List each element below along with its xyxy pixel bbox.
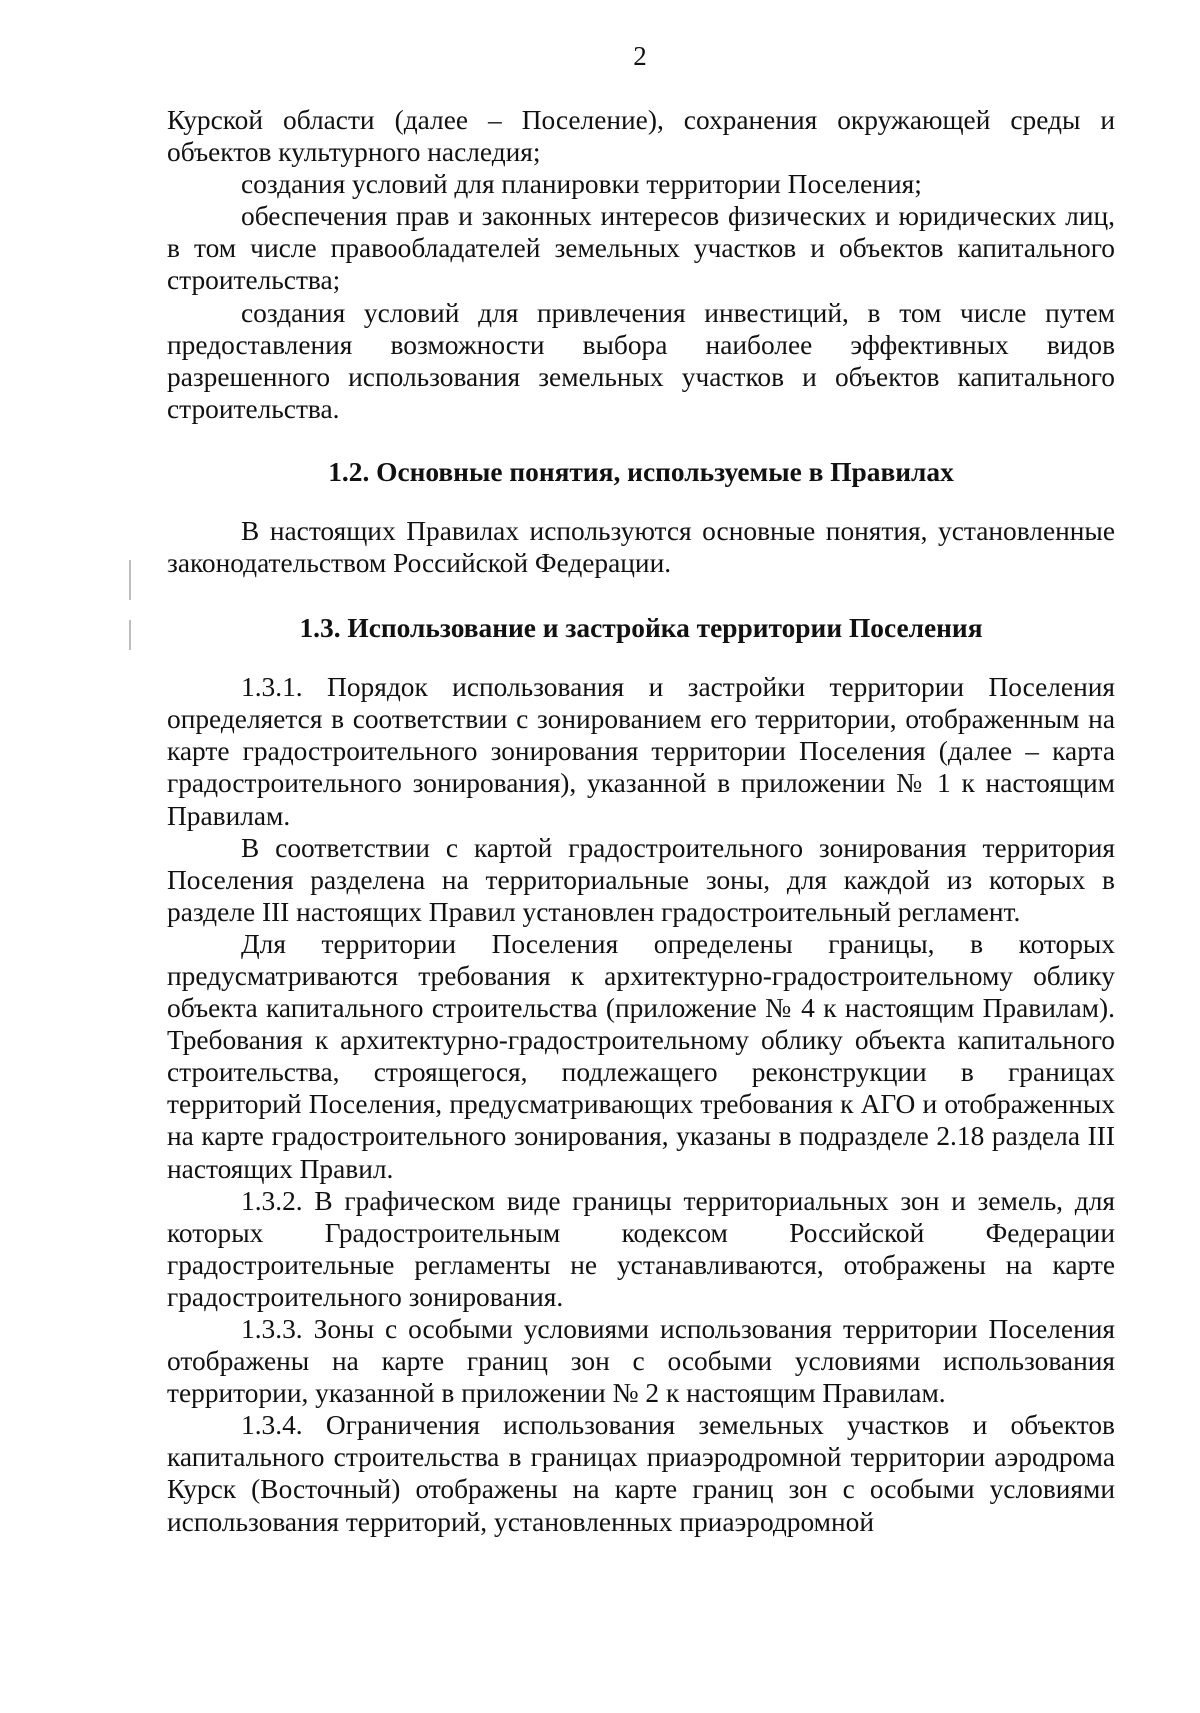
intro-paragraph-4: создания условий для привлечения инвестиций, в том числе путем предоставления возможности выбора наиболее эффективных видов разрешенного использования земельных участков и объектов капитального строительства. (167, 297, 1115, 424)
section-1-3-paragraph-4: 1.3.2. В графическом виде границы территориальных зон и земель, для которых Градостроительным кодексом Российской Федерации градостроительные регламенты не устанавливаются, отображены на карте градостроительного зонирования. (167, 1185, 1115, 1312)
section-1-3-paragraph-2: В соответствии с картой градостроительного зонирования территория Поселения разделена на территориальные зоны, для каждой из которых в разделе III настоящих Правил установлен градостроительный регламент. (167, 832, 1115, 927)
section-1-3-heading: 1.3. Использование и застройка территории Поселения (299, 613, 983, 644)
scan-margin-mark-lower (129, 620, 131, 650)
scan-margin-mark-upper (129, 560, 131, 600)
intro-paragraph-2: создания условий для планировки территории Поселения; (241, 169, 922, 200)
document-body (167, 104, 1115, 1538)
section-1-3-paragraph-6: 1.3.4. Ограничения использования земельных участков и объектов капитального строительства в границах приаэродромной территории аэродрома Курск (Восточный) отображены на карте границ зон с особыми условиями использования территорий, установленных приаэродромной (167, 1410, 1115, 1537)
intro-paragraph-3: обеспечения прав и законных интересов физических и юридических лиц, в том числе правообладателей земельных участков и объектов капитального строительства; (167, 201, 1115, 296)
intro-paragraph-1: Курской области (далее – Поселение), сохранения окружающей среды и объектов культурного наследия; (167, 105, 1115, 168)
section-1-2-paragraph: В настоящих Правилах используются основные понятия, установленные законодательством Российской Федерации. (167, 515, 1115, 579)
section-1-3-paragraph-1: 1.3.1. Порядок использования и застройки территории Поселения определяется в соответствии с зонированием его территории, отображенным на карте градостроительного зонирования территории Поселения (далее – карта градостроительного зонирования), указанной в приложении № 1 к настоящим Правилам. (167, 672, 1115, 831)
page-number: 2 (633, 41, 647, 71)
section-1-2-heading: 1.2. Основные понятия, используемые в Правилах (328, 456, 954, 487)
section-1-3-paragraph-3: Для территории Поселения определены границы, в которых предусматриваются требования к архитектурно-градостроительному облику объекта капитального строительства (приложение № 4 к настоящим Правилам). Требования к архитектурно-градостроительному облику объекта капитального строительства, строящегося, подлежащего реконструкции в границах территорий Поселения, предусматривающих требования к АГО и отображенных на карте градостроительного зонирования, указаны в подразделе 2.18 раздела III настоящих Правил. (167, 928, 1115, 1184)
section-1-3-paragraph-5: 1.3.3. Зоны с особыми условиями использования территории Поселения отображены на карте границ зон с особыми условиями использования территории, указанной в приложении № 2 к настоящим Правилам. (167, 1314, 1115, 1409)
